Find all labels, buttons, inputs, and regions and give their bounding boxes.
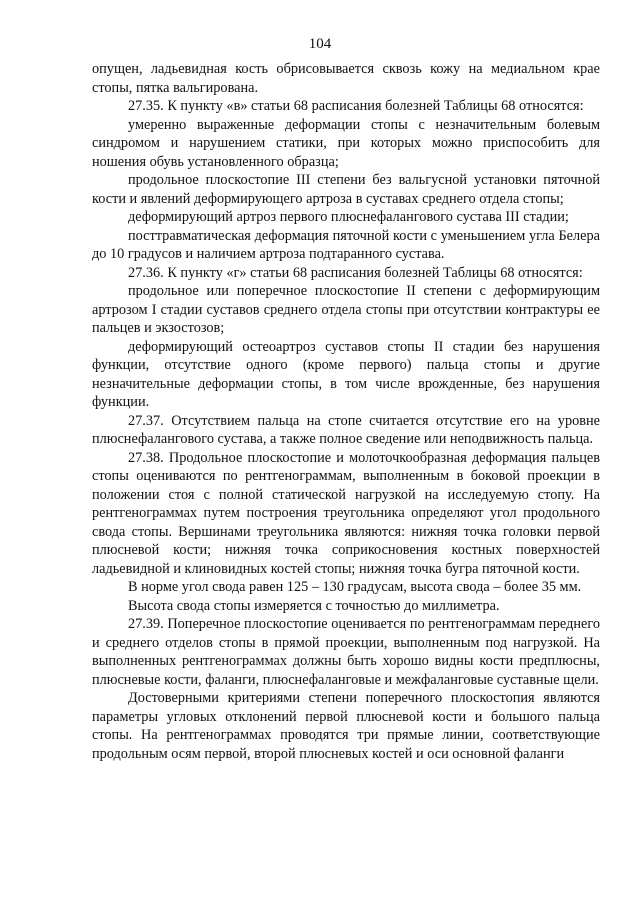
paragraph: деформирующий остеоартроз суставов стопы II стадии без нарушения функции, отсутствие одного (кроме первого) пальца стопы и другие незначительные деформации стопы, в том числе врожденные, без нарушения функции. [92, 338, 600, 410]
paragraph: 27.39. Поперечное плоскостопие оценивается по рентгенограммам переднего и среднего отделов стопы в прямой проекции, выполненным под нагрузкой. На выполненных рентгенограммах должны быть хорошо видны кости предплюсны, плюсневые кости, фаланги, плюснефаланговые и межфаланговые суставные щели. [92, 616, 600, 688]
paragraph: В норме угол свода равен 125 – 130 градусам, высота свода – более 35 мм. [128, 579, 582, 595]
paragraph: опущен, ладьевидная кость обрисовывается сквозь кожу на медиальном крае стопы, пятка вальгирована. [92, 61, 600, 96]
paragraph: умеренно выраженные деформации стопы с незначительным болевым синдромом и нарушением статики, при которых можно приспособить для ношения обувь установленного образца; [92, 116, 600, 170]
document-body [92, 60, 600, 763]
paragraph: продольное плоскостопие III степени без вальгусной установки пяточной кости и явлений деформирующего артроза в суставах среднего отдела стопы; [92, 172, 600, 207]
paragraph: 27.36. К пункту «г» статьи 68 расписания болезней Таблицы 68 относятся: [128, 264, 583, 281]
paragraph: Высота свода стопы измеряется с точностью до миллиметра. [128, 597, 500, 614]
page-number: 104 [308, 36, 332, 52]
paragraph: продольное или поперечное плоскостопие II степени с деформирующим артрозом I стадии суставов среднего отдела стопы при отсутствии контрактуры ее пальцев и экзостозов; [92, 283, 600, 336]
paragraph: 27.38. Продольное плоскостопие и молоточкообразная деформация пальцев стопы оцениваются по рентгенограммам, выполненным в боковой проекции в положении стоя с полной статической нагрузкой на исследуемую стопу. На рентгенограммах путем построения треугольника определяют угол продольного свода стопы. Вершинами треугольника являются: нижняя точка головки первой плюсневой кости; нижняя точка соприкосновения костных поверхностей ладьевидной и клиновидных костей стопы; нижняя точка бугра пяточной кости. [92, 449, 600, 577]
paragraph: деформирующий артроз первого плюснефалангового сустава III стадии; [128, 209, 569, 225]
paragraph: Достоверными критериями степени поперечного плоскостопия являются параметры угловых отклонений первой плюсневой кости и большого пальца стопы. На рентгенограммах проводятся три прямые линии, соответствующие продольным осям первой, второй плюсневых костей и оси основной фаланги [92, 690, 600, 762]
paragraph: 27.37. Отсутствием пальца на стопе считается отсутствие его на уровне плюснефалангового сустава, а также полное сведение или неподвижность пальца. [92, 412, 600, 447]
paragraph: 27.35. К пункту «в» статьи 68 расписания болезней Таблицы 68 относятся: [128, 98, 584, 114]
paragraph: посттравматическая деформация пяточной кости с уменьшением угла Белера до 10 градусов и наличием артроза подтаранного сустава. [92, 227, 600, 262]
